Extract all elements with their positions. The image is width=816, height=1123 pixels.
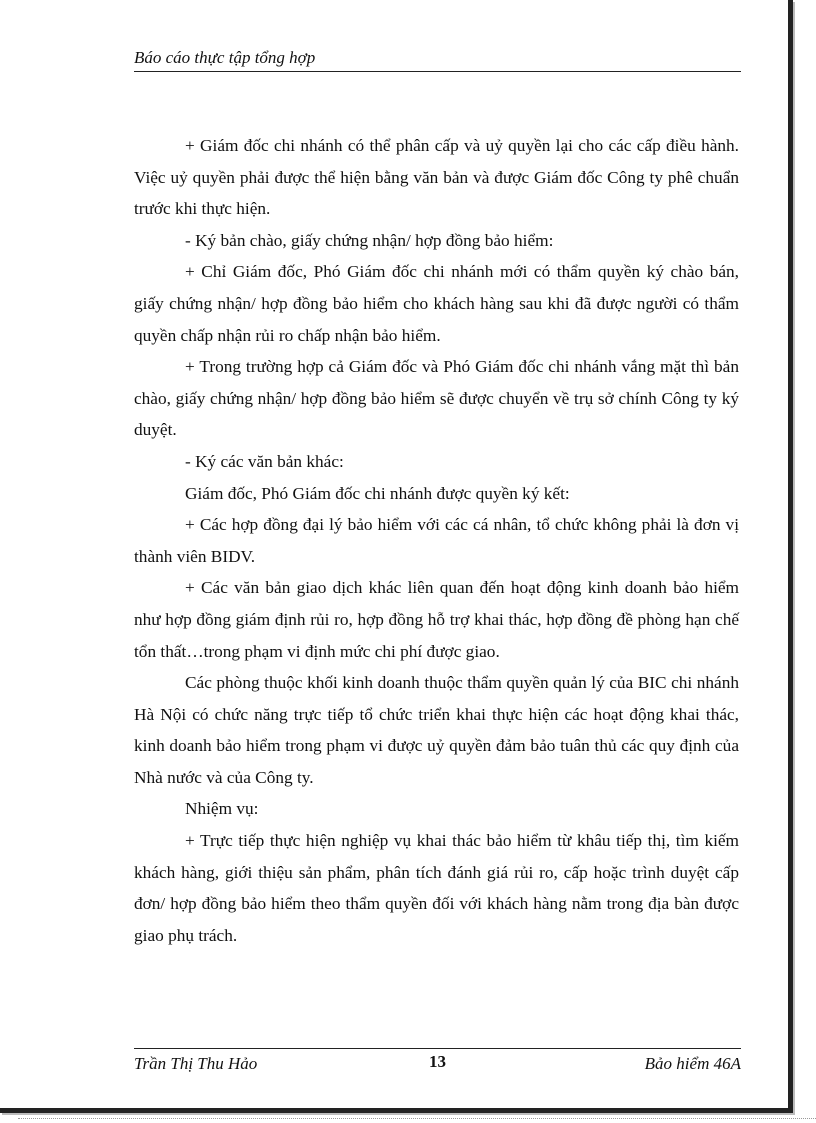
- paragraph: + Chỉ Giám đốc, Phó Giám đốc chi nhánh mới có thẩm quyền ký chào bán, giấy chứng nhận/ hợp đồng bảo hiểm cho khách hàng sau khi đã được người có thẩm quyền chấp nhận rủi ro chấp nhận bảo hiểm.: [134, 262, 739, 345]
- paragraph: + Các văn bản giao dịch khác liên quan đến hoạt động kinh doanh bảo hiểm như hợp đồng giám định rủi ro, hợp đồng hỗ trợ khai thác, hợp đồng đề phòng hạn chế tổn thất…trong phạm vi định mức chi phí được giao.: [134, 578, 739, 661]
- page-edge-divider: [18, 1118, 816, 1119]
- document-body: [134, 130, 739, 951]
- paragraph: + Các hợp đồng đại lý bảo hiểm với các cá nhân, tổ chức không phải là đơn vị thành viên BIDV.: [134, 515, 739, 566]
- paragraph: + Trực tiếp thực hiện nghiệp vụ khai thác bảo hiểm từ khâu tiếp thị, tìm kiếm khách hàng, giới thiệu sản phẩm, phân tích đánh giá rủi ro, cấp hoặc trình duyệt cấp đơn/ hợp đồng bảo hiểm theo thẩm quyền đối với khách hàng nằm trong địa bàn được giao phụ trách.: [134, 831, 739, 945]
- page-header: [134, 48, 741, 72]
- paragraph: + Giám đốc chi nhánh có thể phân cấp và uỷ quyền lại cho các cấp điều hành. Việc uỷ quyền phải được thể hiện bằng văn bản và được Giám đốc Công ty phê chuẩn trước khi thực hiện.: [134, 136, 739, 219]
- footer-course: Bảo hiểm 46A: [644, 1054, 741, 1073]
- paragraph: Nhiệm vụ:: [185, 799, 259, 819]
- paragraph: - Ký các văn bản khác:: [185, 451, 344, 471]
- footer-author: Trần Thị Thu Hảo: [134, 1054, 258, 1073]
- header-title: Báo cáo thực tập tổng hợp: [134, 48, 316, 67]
- paragraph: + Trong trường hợp cả Giám đốc và Phó Giám đốc chi nhánh vắng mặt thì bản chào, giấy chứng nhận/ hợp đồng bảo hiểm sẽ được chuyển về trụ sở chính Công ty ký duyệt.: [134, 357, 739, 440]
- page-number: 13: [429, 1052, 446, 1071]
- paragraph: Giám đốc, Phó Giám đốc chi nhánh được quyền ký kết:: [185, 483, 570, 503]
- page-footer: [134, 1048, 741, 1079]
- paragraph: Các phòng thuộc khối kinh doanh thuộc thẩm quyền quản lý của BIC chi nhánh Hà Nội có chức năng trực tiếp tổ chức triển khai thực hiện các hoạt động khai thác, kinh doanh bảo hiểm trong phạm vi được uỷ quyền đảm bảo tuân thủ các quy định của Nhà nước và của Công ty.: [134, 673, 739, 787]
- paragraph: - Ký bản chào, giấy chứng nhận/ hợp đồng bảo hiểm:: [185, 230, 554, 250]
